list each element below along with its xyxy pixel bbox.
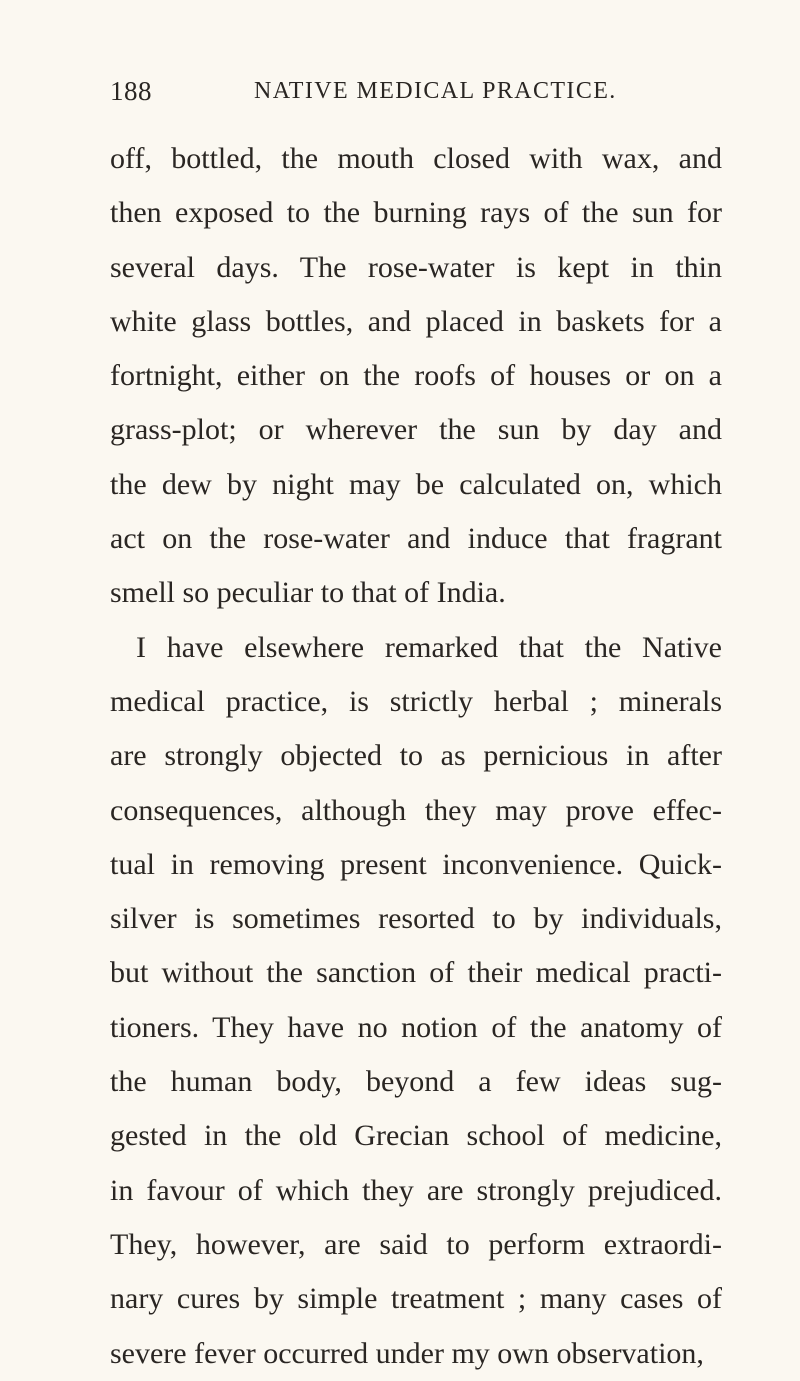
text-line: several days. The rose-water is kept in thin bbox=[110, 250, 722, 284]
text-line: in favour of which they are strongly prejudiced. bbox=[110, 1173, 722, 1207]
text-line: gested in the old Grecian school of medicine, bbox=[110, 1119, 722, 1153]
text-line: but without the sanction of their medical practi- bbox=[110, 956, 722, 990]
paragraph-end-line: smell so peculiar to that of India. bbox=[110, 576, 506, 610]
text-line: consequences, although they may prove effec- bbox=[110, 793, 722, 827]
text-line: are strongly objected to as pernicious in after bbox=[110, 739, 722, 773]
body-text bbox=[110, 132, 722, 1381]
text-line: off, bottled, the mouth closed with wax, and bbox=[110, 142, 722, 175]
text-line: act on the rose-water and induce that fragrant bbox=[110, 522, 722, 556]
text-line: severe fever occurred under my own observation, bbox=[110, 1336, 704, 1370]
text-line: nary cures by simple treatment ; many cases of bbox=[110, 1282, 722, 1316]
text-line: then exposed to the burning rays of the sun for bbox=[110, 196, 722, 230]
text-line: They, however, are said to perform extraordi- bbox=[110, 1227, 722, 1261]
text-line: the dew by night may be calculated on, which bbox=[110, 467, 722, 501]
text-line: silver is sometimes resorted to by individuals, bbox=[110, 902, 722, 936]
text-line: fortnight, either on the roofs of houses or on a bbox=[110, 359, 722, 393]
running-header bbox=[110, 76, 710, 116]
text-line: grass-plot; or wherever the sun by day and bbox=[110, 413, 722, 447]
text-line: tioners. They have no notion of the anatomy of bbox=[110, 1010, 722, 1044]
text-line: medical practice, is strictly herbal ; minerals bbox=[110, 684, 722, 718]
running-title: NATIVE MEDICAL PRACTICE. bbox=[254, 78, 617, 104]
page-number: 188 bbox=[110, 76, 152, 106]
paragraph-start-line: I have elsewhere remarked that the Native bbox=[136, 630, 722, 664]
text-line: tual in removing present inconvenience. Quick- bbox=[110, 847, 722, 881]
text-line: the human body, beyond a few ideas sug- bbox=[110, 1065, 722, 1099]
text-line: white glass bottles, and placed in baskets for a bbox=[110, 304, 722, 338]
